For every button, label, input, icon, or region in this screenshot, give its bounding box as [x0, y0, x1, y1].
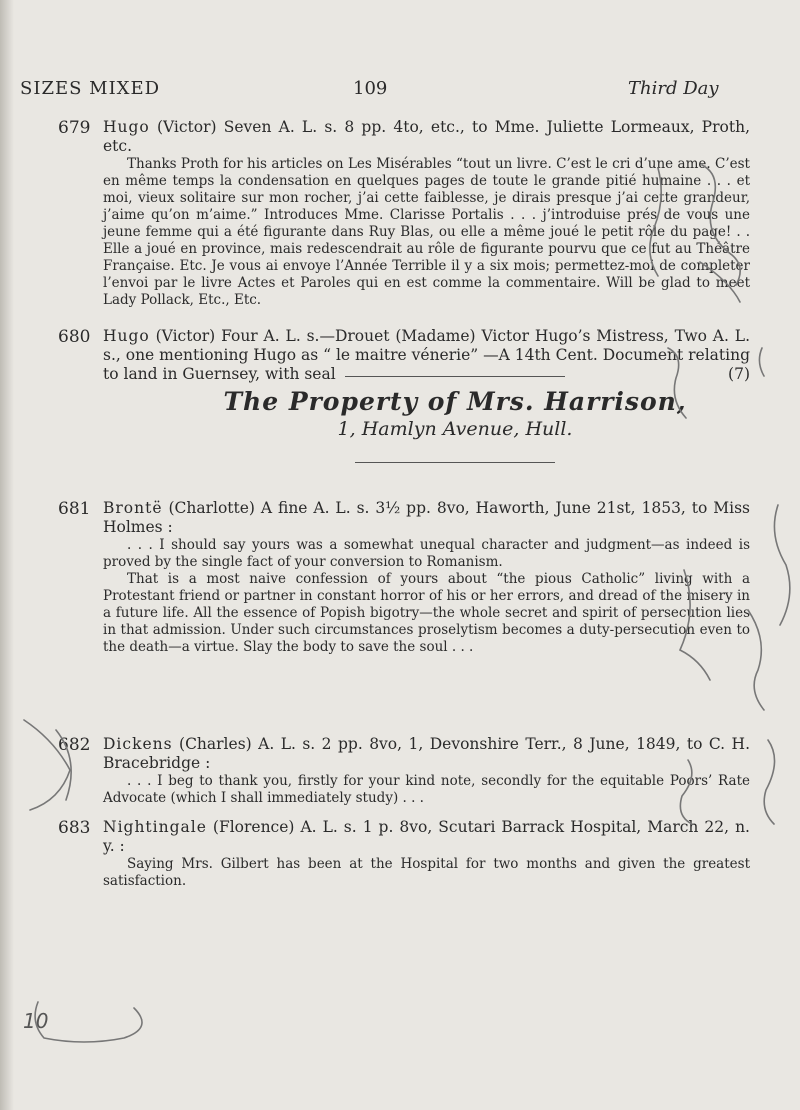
- pencil-mark-left-a: [24, 720, 70, 810]
- lot-description: (Florence) A. L. s. 1 p. 8vo, Scutari Barrack Hospital, March 22, n. y. :: [103, 818, 750, 855]
- pencil-mark-682-b: [764, 740, 774, 824]
- page-edge-shadow: [0, 0, 14, 1110]
- lot-description: (Victor) Four A. L. s.—Drouet (Madame) Victor Hugo’s Mistress, Two A. L. s., one mentioning Hugo as “ le maitre vénerie” —A 14th Cent. Document relating to land in Guernsey, with seal: [103, 327, 750, 383]
- lot-author: Brontë: [103, 499, 163, 517]
- lot-count: (7): [728, 365, 750, 383]
- lot-description: (Charlotte) A fine A. L. s. 3½ pp. 8vo, Haworth, June 21st, 1853, to Miss Holmes :: [103, 499, 750, 536]
- lot-excerpt: Saying Mrs. Gilbert has been at the Hospital for two months and given the greatest satisfaction.: [103, 856, 750, 889]
- margin-pencil-note: 10: [23, 1009, 49, 1033]
- lot-title: [103, 735, 750, 773]
- lot-number: 683: [58, 818, 91, 838]
- header-day-label: Third Day: [628, 78, 719, 99]
- divider-bottom: [355, 462, 555, 463]
- lot-excerpt: . . . I beg to thank you, firstly for your kind note, secondly for the equitable Poors’ Rate Advocate (which I shall immediately study) . . .: [103, 773, 750, 806]
- pencil-mark-681-a: [774, 505, 789, 625]
- provenance-title: The Property of Mrs. Harrison,: [223, 387, 687, 416]
- header-section-label: SIZES MIXED: [20, 78, 161, 99]
- running-header: [20, 78, 760, 102]
- lot-number: 681: [58, 499, 91, 519]
- lot-excerpt: . . . I should say yours was a somewhat unequal character and judgment—as indeed is proved by the single fact of your conversion to Romanism.: [103, 537, 750, 570]
- page-number: 109: [353, 78, 388, 99]
- lot-excerpt: Thanks Proth for his articles on Les Misérables “tout un livre. C’est le cri d’une ame. C’est en même temps la condensation en quelques pages de toute le grande pitié humaine . . . et moi, vieux solitaire sur mon rocher, j’ai cette faiblesse, je dirais presque j’ai cette grandeur, j’aime qu’on m’aime.” Introduces Mme. Clarisse Portalis . . . j’introduise prés de vous une jeune femme qui a été figurante dans Ruy Blas, ou elle a même joué le petit rôle du page! . . Elle a joué en province, mais redescendrait au rôle de figurante pourvu que ce fut au Théâtre Française. Etc. Je vous ai envoye l’Année Terrible il y a six mois; permettez-moi de completer l’envoi par le livre Actes et Paroles qui en est comme la commentaire. Will be glad to meet Lady Pollack, Etc., Etc.: [103, 156, 750, 308]
- lot-author: Nightingale: [103, 818, 207, 836]
- provenance-heading: [200, 376, 710, 463]
- pencil-mark-680-b: [759, 348, 764, 376]
- divider-top: [345, 376, 565, 377]
- lot-excerpt-continued: That is a most naive confession of yours about “the pious Catholic” living with a Protestant friend or partner in constant horror of his or her errors, and dread of the misery in a future life. All the essence of Popish bigotry—the whole secret and spirit of persecution lies in that admission. Under such circumstances proselytism becomes a duty-persecution even to the death—a virtue. Slay the body to save the soul . . .: [103, 571, 750, 655]
- lot-author: Hugo: [103, 118, 150, 136]
- pencil-circle-683: [35, 1002, 142, 1042]
- lot-body: [103, 118, 750, 309]
- lot-title: [103, 499, 750, 537]
- lot-number: 679: [58, 118, 91, 138]
- pencil-mark-681-c: [748, 610, 764, 710]
- lot-title: [103, 818, 750, 856]
- lot-body: [103, 735, 750, 807]
- lot-description: (Charles) A. L. s. 2 pp. 8vo, 1, Devonshire Terr., 8 June, 1849, to C. H. Bracebridge :: [103, 735, 750, 772]
- lot-author: Hugo: [103, 327, 150, 345]
- lot-title: [103, 118, 750, 156]
- provenance-address: 1, Hamlyn Avenue, Hull.: [337, 418, 573, 440]
- lot-description: (Victor) Seven A. L. s. 8 pp. 4to, etc., to Mme. Juliette Lormeaux, Proth, etc.: [103, 118, 750, 155]
- lot-number: 680: [58, 327, 91, 347]
- lot-body: [103, 818, 750, 890]
- lot-body: [103, 499, 750, 656]
- lot-author: Dickens: [103, 735, 173, 753]
- lot-number: 682: [58, 735, 91, 755]
